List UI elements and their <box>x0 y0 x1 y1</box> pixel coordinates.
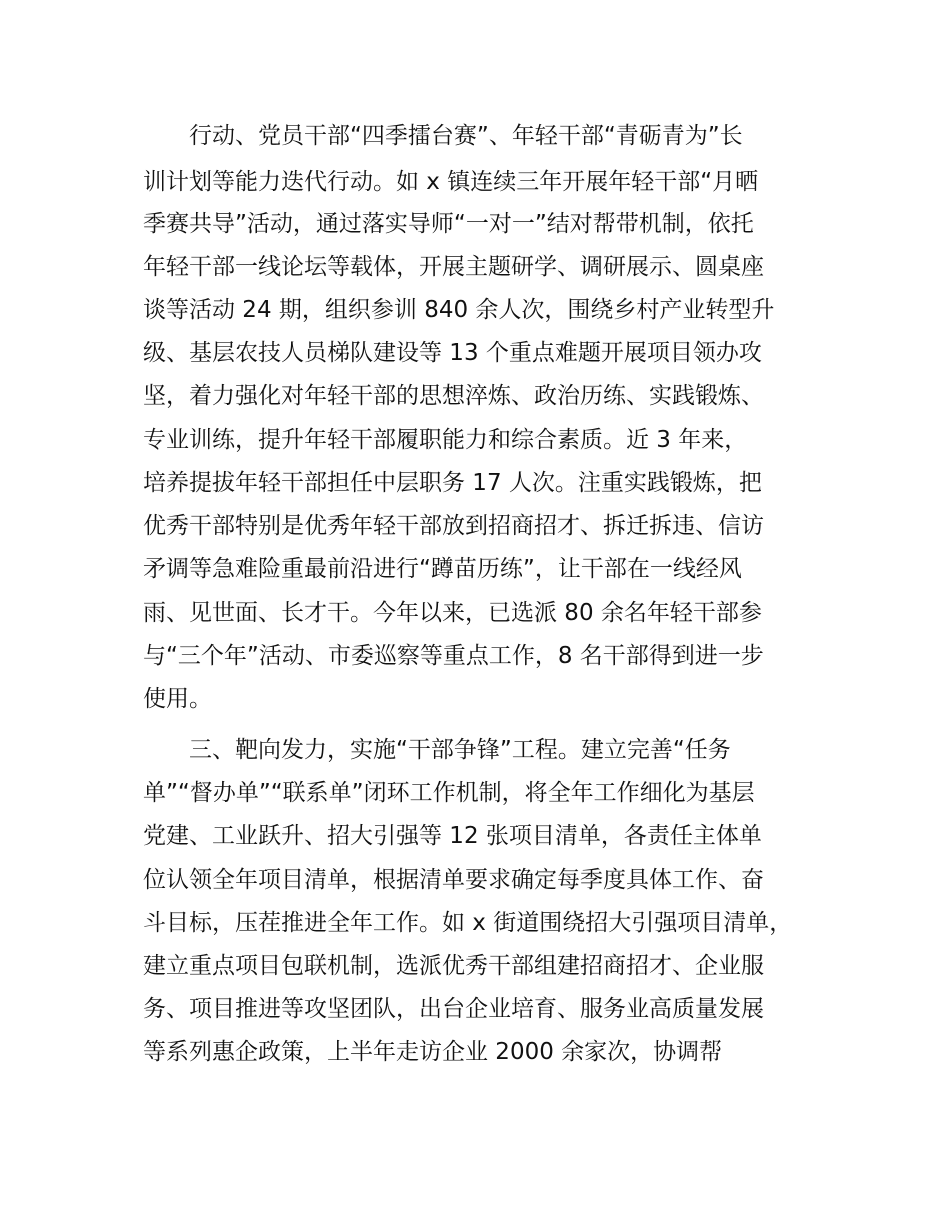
paragraph-line: 季赛共导”活动，通过落实导师“一对一”结对帮带机制，依托 <box>143 211 754 237</box>
paragraph-line: 培养提拔年轻干部担任中层职务 17 人次。注重实践锻炼，把 <box>143 470 762 496</box>
paragraph-line: 坚，着力强化对年轻干部的思想淬炼、政治历练、实践锻炼、 <box>143 383 764 409</box>
paragraph-line: 谈等活动 24 期，组织参训 840 余人次，围绕乡村产业转型升 <box>143 297 775 323</box>
paragraph-line: 训计划等能力迭代行动。如 x 镇连续三年开展年轻干部“月晒 <box>143 169 759 195</box>
paragraph-line: 斗目标，压茬推进全年工作。如 x 街道围绕招大引强项目清单， <box>143 910 793 936</box>
paragraph-line: 级、基层农技人员梯队建设等 13 个重点难题开展项目领办攻 <box>143 340 762 366</box>
paragraph-line: 三、靶向发力，实施“干部争锋”工程。建立完善“任务 <box>189 737 731 763</box>
paragraph-line: 雨、见世面、长才干。今年以来，已选派 80 余名年轻干部参 <box>143 600 762 626</box>
paragraph-line: 建立重点项目包联机制，选派优秀干部组建招商招才、企业服 <box>143 953 764 979</box>
paragraph-line: 位认领全年项目清单，根据清单要求确定每季度具体工作、奋 <box>143 867 764 893</box>
paragraph-line: 等系列惠企政策，上半年走访企业 2000 余家次，协调帮 <box>143 1039 723 1065</box>
paragraph-line: 与“三个年”活动、市委巡察等重点工作，8 名干部得到进一步 <box>143 643 764 669</box>
paragraph-line: 矛调等急难险重最前沿进行“蹲苗历练”，让干部在一线经风 <box>143 556 742 582</box>
paragraph-line: 务、项目推进等攻坚团队，出台企业培育、服务业高质量发展 <box>143 996 764 1022</box>
paragraph-line: 行动、党员干部“四季擂台赛”、年轻干部“青砺青为”长 <box>189 123 743 149</box>
paragraph-line: 使用。 <box>143 686 212 712</box>
paragraph-line: 专业训练，提升年轻干部履职能力和综合素质。近 3 年来， <box>143 427 748 453</box>
paragraph-line: 优秀干部特别是优秀年轻干部放到招商招才、拆迁拆违、信访 <box>143 513 764 539</box>
paragraph-line: 单”“督办单”“联系单”闭环工作机制，将全年工作细化为基层 <box>143 780 755 806</box>
paragraph-line: 党建、工业跃升、招大引强等 12 张项目清单，各责任主体单 <box>143 823 762 849</box>
paragraph-line: 年轻干部一线论坛等载体，开展主题研学、调研展示、圆桌座 <box>143 254 764 280</box>
